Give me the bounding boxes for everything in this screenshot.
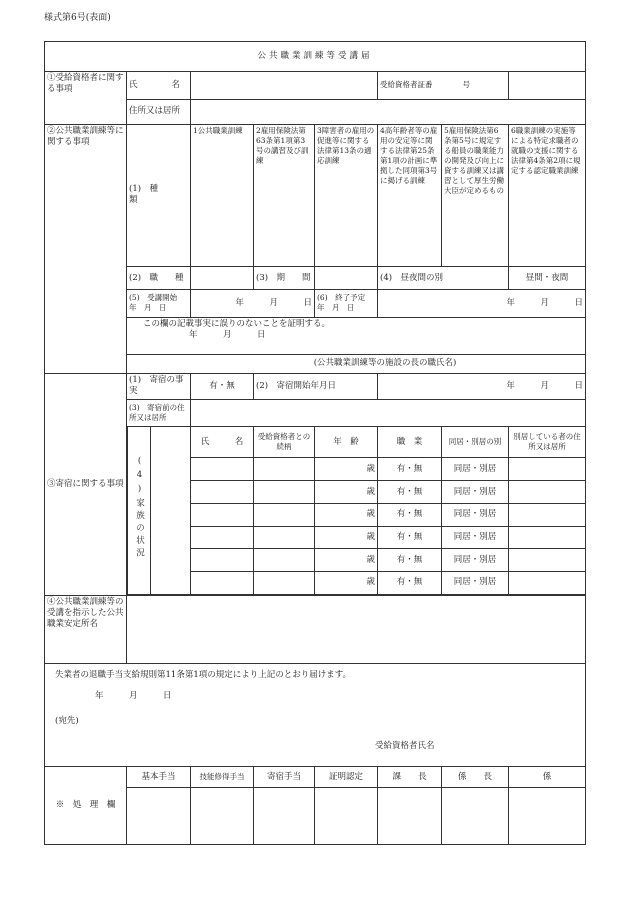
family-age-field[interactable]: 歳 [315,503,378,526]
family-job-value[interactable]: 有・無 [378,458,442,481]
section-training-label: ②公共職業訓練等に関する事項 [45,124,127,373]
family-address-field[interactable] [509,481,586,504]
family-relation-field[interactable] [254,572,315,595]
employment-office-field[interactable] [127,595,586,663]
family-name-field[interactable] [191,481,254,504]
processing-label: ※ 処 理 欄 [45,767,127,845]
processing-section-chief-field[interactable] [378,788,442,845]
end-date-field[interactable]: 年 月 日 [378,290,586,318]
training-type-option-6[interactable]: 6職業訓練の実施等による特定求職者の就職の支援に関する法律第4条第2項に規定する認定職業訓練 [509,124,586,267]
processing-header-lodging: 寄宿手当 [254,767,315,788]
family-cohab-value[interactable]: 同居・別居 [442,549,509,572]
processing-header-basic: 基本手当 [127,767,191,788]
family-name-field[interactable] [191,549,254,572]
training-type-option-3[interactable]: 3障害者の雇用の促進等に関する法律第13条の適応訓練 [315,124,378,267]
registration-form [44,41,586,845]
section-employment-office-label: ④公共職業訓練等の受講を指示した公共職業安定所名 [45,595,127,663]
processing-header-subsection-chief: 係 長 [442,767,509,788]
processing-basic-field[interactable] [127,788,191,845]
family-status-block [127,427,191,595]
processing-certification-field[interactable] [315,788,378,845]
family-cohab-value[interactable]: 同居・別居 [442,481,509,504]
family-address-field[interactable] [509,526,586,549]
family-name-field[interactable] [191,503,254,526]
family-address-field[interactable] [509,503,586,526]
address-label: 住所又は居所 [127,99,191,124]
certificate-number-label: 受給資格者証番 号 [378,71,509,99]
family-header-address: 別居している者の住所又は居所 [509,427,586,458]
family-job-value[interactable]: 有・無 [378,572,442,595]
certification-cell [127,317,586,354]
family-job-value[interactable]: 有・無 [378,503,442,526]
family-age-field[interactable]: 歳 [315,572,378,595]
end-date-label: (6) 終了予定 年 月 日 [315,290,378,318]
section-applicant-label: ①受給資格者に関する事項 [45,71,127,124]
family-relation-field[interactable] [254,526,315,549]
family-job-value[interactable]: 有・無 [378,481,442,504]
family-job-value[interactable]: 有・無 [378,526,442,549]
processing-lodging-field[interactable] [254,788,315,845]
form-number: 様式第6号(表面) [44,13,111,23]
certificate-number-field[interactable] [509,71,586,99]
lodging-value[interactable]: 有・無 [191,373,254,399]
family-relation-field[interactable] [254,549,315,572]
processing-skill-field[interactable] [191,788,254,845]
day-night-value[interactable]: 昼間・夜間 [509,267,586,290]
declaration-text: 失業者の退職手当支給規則第11条第1項の規定により上記のとおり届けます。 [55,670,352,681]
processing-subsection-chief-field[interactable] [442,788,509,845]
family-header-job: 職 業 [378,427,442,458]
training-type-label: (1) 種 類 [127,124,191,267]
family-name-field[interactable] [191,572,254,595]
declaration-date[interactable]: 年 月 日 [95,691,172,702]
family-address-field[interactable] [509,549,586,572]
name-field[interactable] [191,71,378,99]
name-label: 氏 名 [127,71,191,99]
job-type-label: (2) 職 種 [127,267,191,290]
family-header-age: 年 齢 [315,427,378,458]
family-header-name: 氏 名 [191,427,254,458]
previous-address-label: (3) 寄宿前の住所又は居所 [127,399,191,427]
family-age-field[interactable]: 歳 [315,458,378,481]
addressee-label: (宛先) [55,716,79,727]
family-cohab-value[interactable]: 同居・別居 [442,526,509,549]
family-header-cohabitation: 同居・別居の別 [442,427,509,458]
start-date-label: (5) 受講開始 年 月 日 [127,290,191,318]
family-age-field[interactable]: 歳 [315,481,378,504]
processing-header-skill: 技能修得手当 [191,767,254,788]
certification-date[interactable]: 年 月 日 [189,329,266,340]
section-lodging-label: ③寄宿に関する事項 [45,373,127,595]
lodging-label: (1) 寄宿の事実 [127,373,191,399]
period-label: (3) 期 間 [254,267,315,290]
family-status-label: (4)家族の状況 [128,427,151,594]
training-type-option-2[interactable]: 2雇用保険法第63条第1項第3号の講習及び訓練 [254,124,315,267]
family-address-field[interactable] [509,572,586,595]
training-type-option-1[interactable]: 1公共職業訓練 [191,124,254,267]
training-type-option-5[interactable]: 5雇用保険法第6条第5号に規定する船員の職業能力の開発及び向上に資する訓練又は講習として厚生労働大臣が定めるもの [442,124,509,267]
form-title: 公共職業訓練等受講届 [45,42,586,72]
family-cohab-value[interactable]: 同居・別居 [442,503,509,526]
signer-label[interactable]: 受給資格者氏名 [375,741,435,752]
family-age-field[interactable]: 歳 [315,526,378,549]
processing-header-section-chief: 課 長 [378,767,442,788]
start-date-field[interactable]: 年 月 日 [191,290,315,318]
job-type-field[interactable] [191,267,254,290]
training-type-option-4[interactable]: 4高年齢者等の雇用の安定等に関する法律第25条第1項の計画に準拠した同項第3号に掲げる訓練 [378,124,442,267]
period-field[interactable] [315,267,378,290]
lodging-start-label: (2) 寄宿開始年月日 [254,373,378,399]
family-job-value[interactable]: 有・無 [378,549,442,572]
processing-header-certification: 証明認定 [315,767,378,788]
family-name-field[interactable] [191,458,254,481]
family-relation-field[interactable] [254,503,315,526]
processing-staff-field[interactable] [509,788,586,845]
family-cohab-value[interactable]: 同居・別居 [442,572,509,595]
day-night-label: (4) 昼夜間の別 [378,267,509,290]
family-name-field[interactable] [191,526,254,549]
address-field[interactable] [191,99,586,124]
family-relation-field[interactable] [254,458,315,481]
family-age-field[interactable]: 歳 [315,549,378,572]
certification-text: この欄の記載事実に誤りのないことを証明する。 [143,318,331,329]
facility-director-label[interactable]: (公共職業訓練等の施設の長の職氏名) [127,355,586,374]
family-cohab-value[interactable]: 同居・別居 [442,458,509,481]
previous-address-field[interactable] [191,399,586,427]
processing-header-staff: 係 [509,767,586,788]
family-relation-field[interactable] [254,481,315,504]
lodging-start-date[interactable]: 年 月 日 [378,373,586,399]
family-address-field[interactable] [509,458,586,481]
family-header-relation: 受給資格者との続柄 [254,427,315,458]
declaration-block [45,664,586,767]
